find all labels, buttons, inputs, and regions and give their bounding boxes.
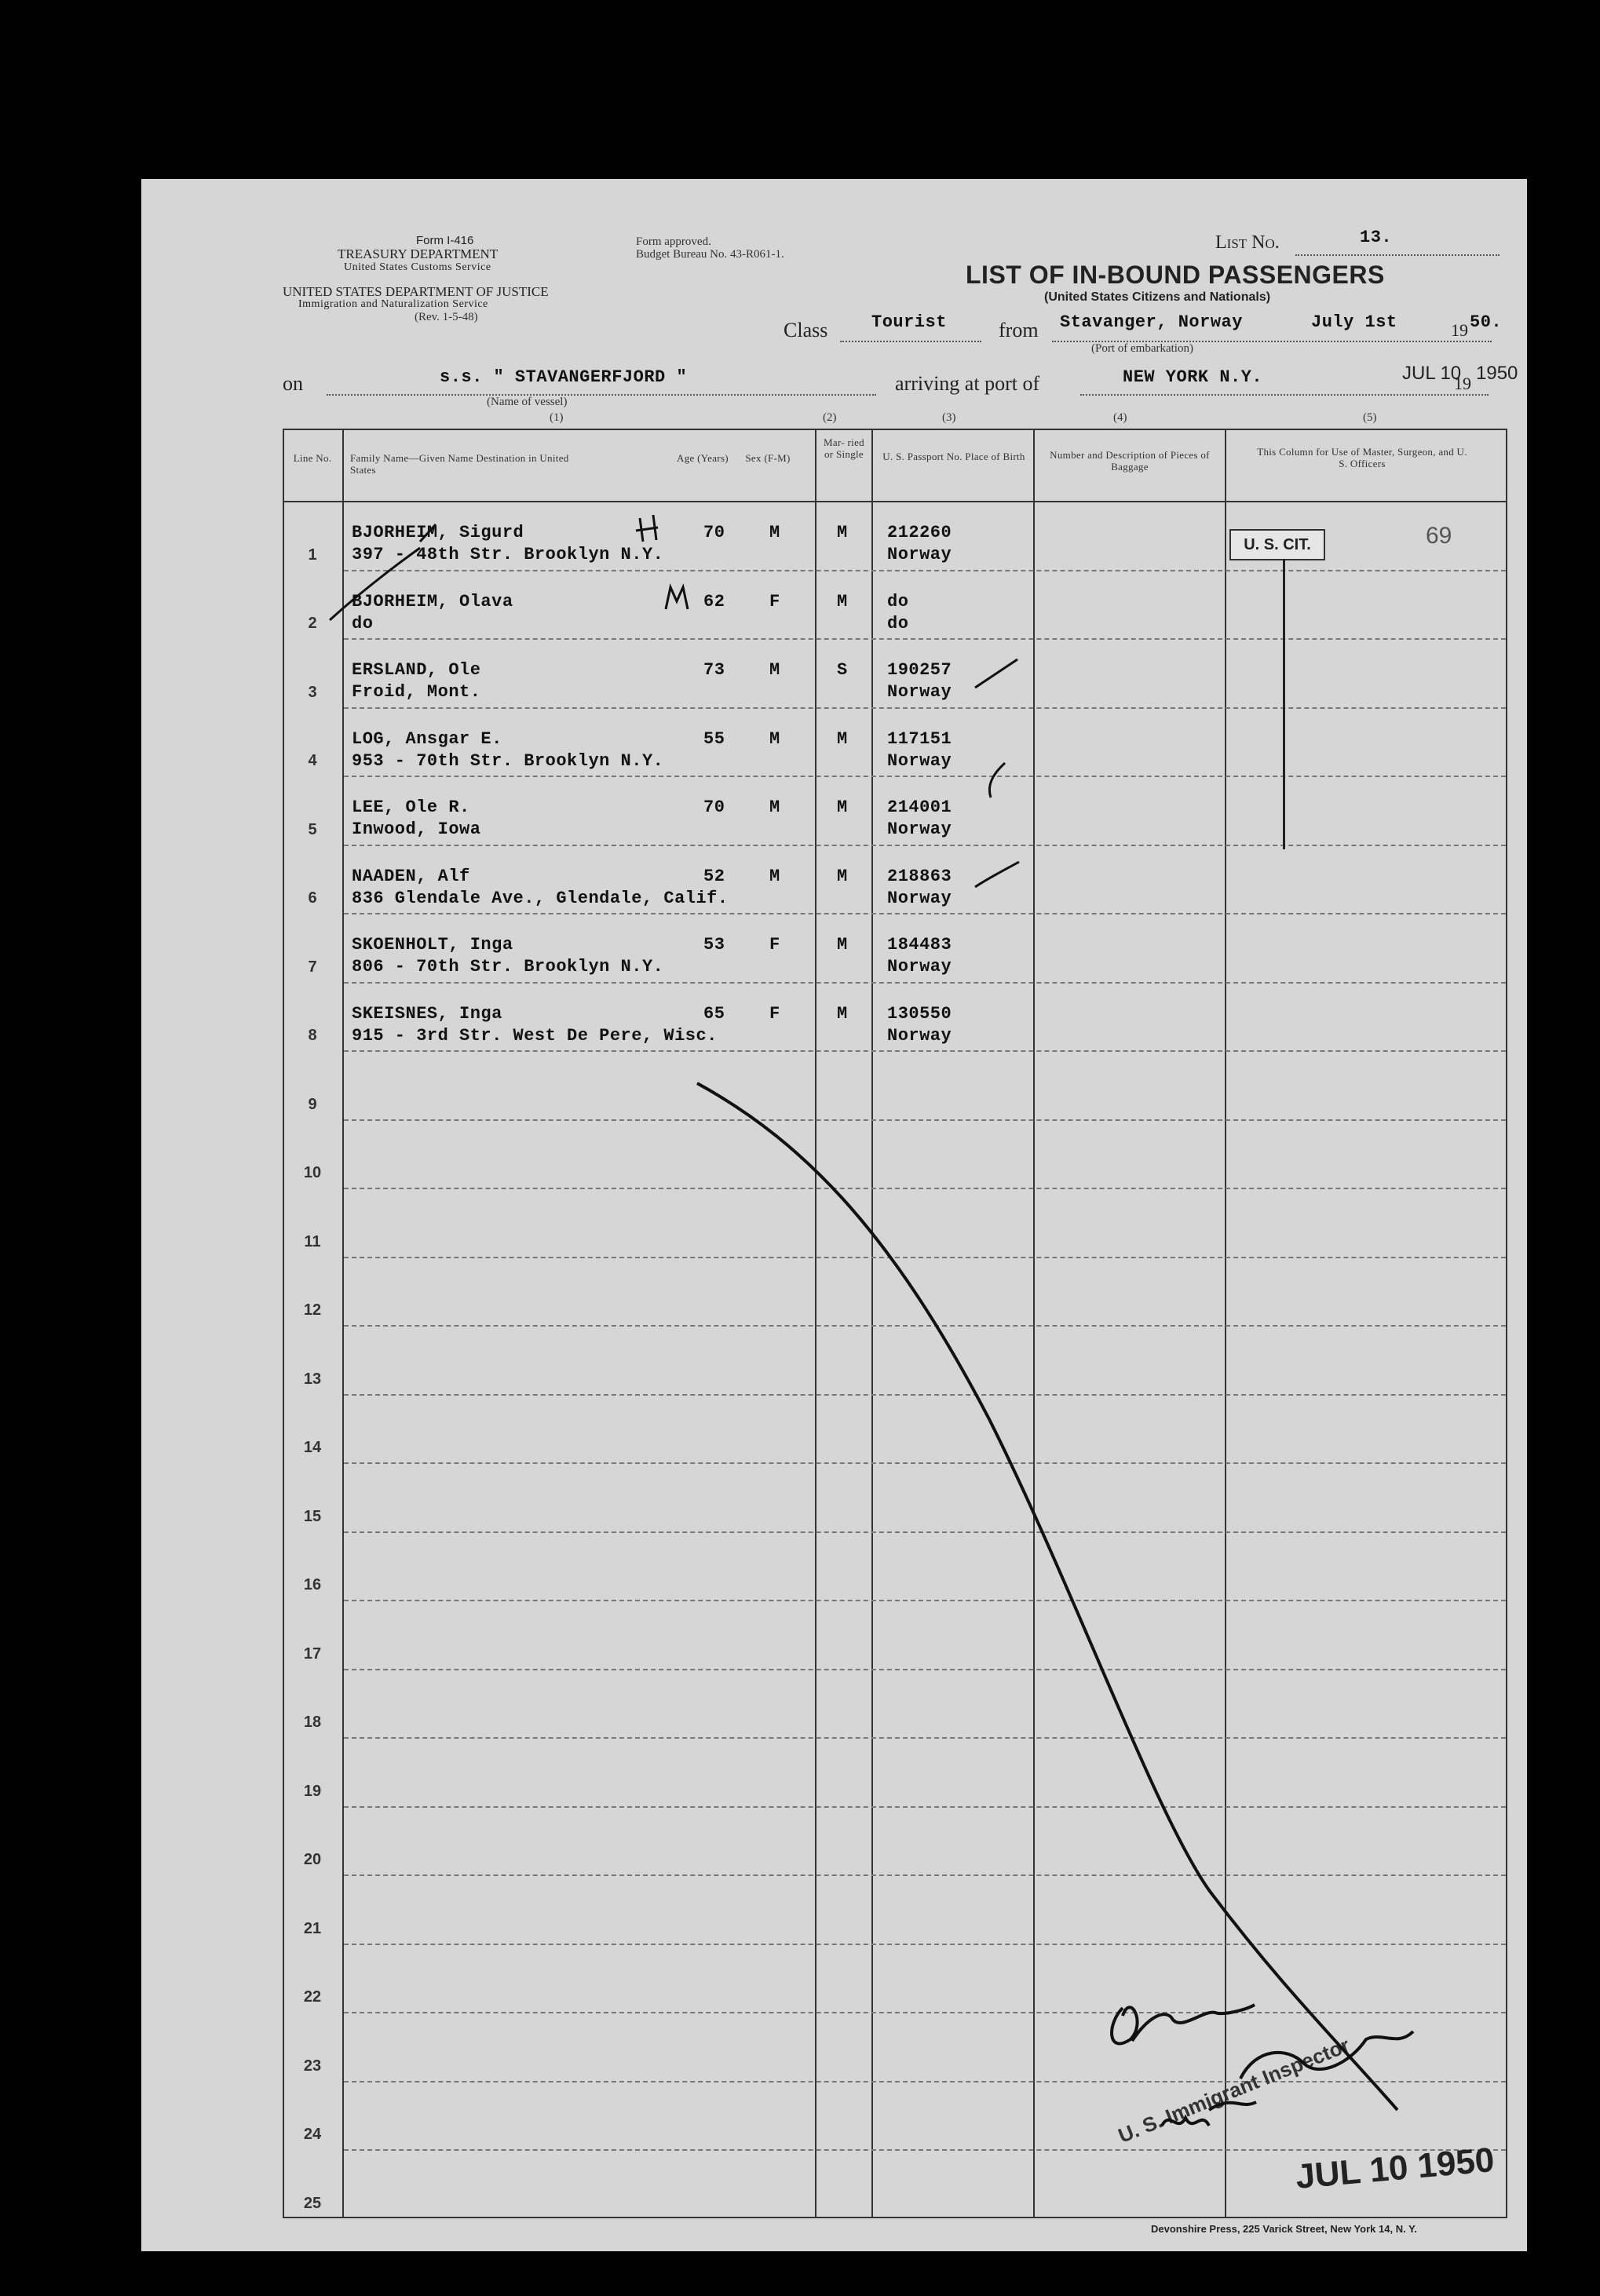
pen-strokes [141,179,1527,2251]
line-number: 19 [303,1782,322,1800]
dept-treasury: TREASURY DEPARTMENT [338,246,499,261]
row-divider [344,845,1506,846]
vessel-label: (Name of vessel) [487,396,568,408]
row-divider [344,982,1506,984]
tick-mark [989,763,1005,798]
line-number: 11 [304,1232,321,1250]
passenger-sex: F [769,1003,780,1024]
passenger-name: LOG, Ansgar E. [352,728,502,749]
passenger-sex: F [769,591,780,611]
row-divider [344,1119,1506,1121]
passenger-sex: M [769,866,780,886]
col-number: (2) [823,411,837,424]
line-number: 20 [303,1851,322,1868]
header-age: Age (Years) [677,452,729,464]
passenger-passport: do [887,591,909,611]
class-label: Class [784,319,828,341]
passenger-name: NAADEN, Alf [352,866,470,886]
arrival-year: 1950 [1476,363,1518,384]
line-number: 2 [308,615,317,632]
passenger-sex: M [769,523,780,542]
arrival-date: JUL 10 [1402,363,1462,384]
passenger-married: S [837,660,848,680]
passenger-destination: 915 - 3rd Str. West De Pere, Wisc. [352,1025,718,1046]
line-number: 16 [303,1576,322,1593]
line-number: 15 [303,1507,322,1525]
passenger-destination: Froid, Mont. [352,682,481,702]
passenger-age: 70 [703,523,725,542]
line-number: 9 [308,1095,317,1113]
line-number: 8 [308,1027,317,1044]
line-number: 13 [303,1370,322,1388]
count-stamp: 69 [1426,523,1452,549]
year-suffix: 50. [1470,312,1503,332]
budget-bureau: Budget Bureau No. 43-R061-1. [636,248,784,261]
row-divider [344,1669,1506,1670]
form-number: Form I-416 [416,234,474,247]
row-divider [344,1737,1506,1739]
revision: (Rev. 1-5-48) [415,311,478,323]
page-title: LIST OF IN-BOUND PASSENGERS [966,261,1385,289]
line-number: 17 [303,1644,322,1663]
passenger-sex: M [769,728,780,749]
col-number: (3) [942,411,956,424]
class-value: Tourist [871,312,947,332]
passenger-married: M [837,798,848,817]
passenger-married: M [837,935,848,955]
passenger-passport: 218863 [887,866,952,886]
header-officers: This Column for Use of Master, Surgeon, and U. S. Officers [1257,446,1467,469]
header-baggage: Number and Description of Pieces of Baggage [1050,449,1210,473]
passenger-passport: 117151 [887,728,952,749]
row-divider [344,570,1506,571]
line-number: 21 [303,1919,322,1937]
passenger-passport: 214001 [887,798,952,817]
passenger-married: M [837,728,848,749]
cancellation-stroke [697,1083,1397,2110]
passenger-name: SKOENHOLT, Inga [352,935,513,955]
header-sex: Sex (F-M) [745,452,791,464]
passenger-name: BJORHEIM, Olava [352,591,513,611]
passenger-name: LEE, Ole R. [352,798,470,817]
passenger-destination: 806 - 70th Str. Brooklyn N.Y. [352,957,664,976]
header-passport: U. S. Passport No. Place of Birth [882,451,1025,462]
line-number: 23 [303,2057,322,2075]
row-divider [344,1050,1506,1052]
row-divider [344,1531,1506,1533]
page-subtitle: (United States Citizens and Nationals) [1044,290,1271,304]
passenger-married: M [837,1003,848,1024]
us-cit-bracket [1283,559,1285,849]
line-number: 1 [308,546,317,564]
row-divider [344,1806,1506,1808]
arrival-year-prefix: 19 [1454,374,1471,393]
passenger-passport: 130550 [887,1003,952,1024]
row-divider [344,1394,1506,1396]
line-number: 22 [303,1988,322,2006]
ins-service: Immigration and Naturalization Service [298,298,488,310]
row-divider [344,707,1506,709]
line-number: 12 [303,1301,322,1319]
passenger-destination: 953 - 70th Str. Brooklyn N.Y. [352,750,664,771]
line-number: 14 [303,1439,322,1456]
passenger-birthplace: Norway [887,957,952,976]
line-number: 5 [308,820,317,838]
customs-service: United States Customs Service [344,261,491,273]
arriving-label: arriving at port of [895,372,1040,395]
col-number: (1) [550,411,564,424]
row-divider [344,1944,1506,1945]
passenger-age: 65 [703,1003,725,1024]
line-number: 10 [303,1164,322,1181]
from-value: Stavanger, Norway [1060,312,1243,332]
passenger-birthplace: Norway [887,545,952,564]
row-divider [344,1188,1506,1189]
passenger-age: 55 [703,728,725,749]
passenger-sex: F [769,935,780,955]
line-number: 6 [308,889,317,907]
row-divider [344,776,1506,777]
us-cit-stamp: U. S. CIT. [1229,529,1325,560]
list-no-label: List No. [1215,232,1280,253]
row-divider [344,1257,1506,1258]
row-divider [344,2149,1506,2151]
row-divider [344,1874,1506,1876]
printer-imprint: Devonshire Press, 225 Varick Street, New York 14, N. Y. [1151,2223,1417,2235]
col-number: (4) [1113,411,1127,424]
port-embark-label: (Port of embarkation) [1091,342,1193,355]
handwritten-signature [1112,2005,1255,2043]
passenger-passport: 190257 [887,660,952,680]
row-divider [344,2081,1506,2082]
passenger-name: BJORHEIM, Sigurd [352,523,524,542]
passenger-age: 62 [703,591,725,611]
line-number: 4 [308,752,317,769]
inspector-date-stamp: JUL 10 1950 [1294,2141,1496,2196]
line-number: 24 [303,2126,322,2143]
passenger-birthplace: Norway [887,888,952,908]
line-number: 25 [303,2194,322,2212]
tick-mark [975,862,1019,887]
row-divider [344,1325,1506,1327]
inspector-stamp: U. S. Immigrant Inspector [1115,2033,1353,2148]
passenger-married: M [837,523,848,542]
passenger-destination: 397 - 48th Str. Brooklyn N.Y. [352,545,664,564]
line-number: 7 [308,958,317,976]
header-line-no: Line No. [293,452,332,464]
passenger-birthplace: Norway [887,750,952,771]
passenger-birthplace: Norway [887,682,952,702]
tick-mark [975,659,1017,688]
passenger-destination: do [352,613,374,633]
on-label: on [283,372,303,395]
header-name: Family Name—Given Name Destination in United States [350,452,569,476]
from-label: from [999,319,1039,341]
form-page [141,179,1527,2251]
passenger-age: 52 [703,866,725,886]
list-no-value: 13. [1360,228,1393,247]
passenger-birthplace: Norway [887,1025,952,1046]
form-approved: Form approved. [636,235,711,248]
vessel-name: s.s. " STAVANGERFJORD " [440,367,688,387]
passenger-age: 70 [703,798,725,817]
row-divider [344,1600,1506,1601]
passenger-sex: M [769,798,780,817]
passenger-destination: 836 Glendale Ave., Glendale, Calif. [352,888,729,908]
line-number: 18 [303,1714,322,1731]
header-married: Mar- ried or Single [824,436,864,460]
row-divider [344,638,1506,640]
port-arrival: NEW YORK N.Y. [1123,367,1263,387]
year-prefix: 19 [1451,320,1468,340]
passenger-age: 73 [703,660,725,680]
line-number: 3 [308,683,317,701]
row-divider [344,1462,1506,1464]
passenger-sex: M [769,660,780,680]
from-date: July 1st [1311,312,1397,332]
row-divider [344,913,1506,914]
passenger-married: M [837,591,848,611]
passenger-birthplace: do [887,613,909,633]
passenger-name: SKEISNES, Inga [352,1003,502,1024]
passenger-destination: Inwood, Iowa [352,819,481,839]
passenger-birthplace: Norway [887,819,952,839]
passenger-passport: 212260 [887,523,952,542]
passenger-married: M [837,866,848,886]
row-divider [344,2012,1506,2013]
col-number: (5) [1363,411,1377,424]
passenger-name: ERSLAND, Ole [352,660,481,680]
dept-justice: UNITED STATES DEPARTMENT OF JUSTICE [283,284,549,299]
passenger-age: 53 [703,935,725,955]
passenger-passport: 184483 [887,935,952,955]
